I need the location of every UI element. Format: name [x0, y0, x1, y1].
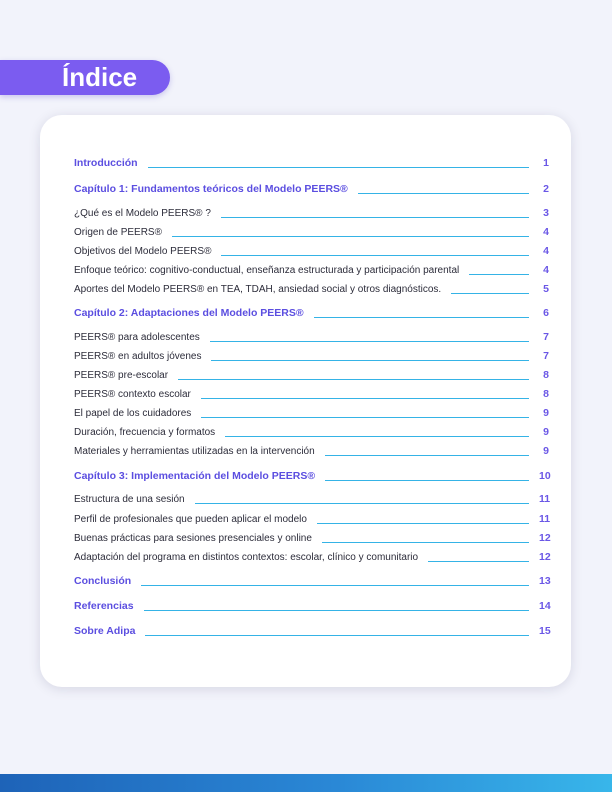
toc-entry-label: Referencias — [74, 600, 134, 612]
toc-entry-label: ¿Qué es el Modelo PEERS® ? — [74, 208, 211, 219]
toc-leader-line — [195, 503, 529, 504]
toc-entry[interactable] — [74, 346, 549, 362]
toc-entry-label: Capítulo 2: Adaptaciones del Modelo PEERS® — [74, 307, 304, 319]
toc-entry[interactable] — [74, 153, 549, 169]
toc-entry-page: 10 — [539, 470, 551, 482]
toc-entry[interactable] — [74, 260, 549, 276]
toc-entry-page: 4 — [543, 245, 549, 257]
toc-entry-page: 4 — [543, 226, 549, 238]
toc-entry[interactable] — [74, 241, 549, 257]
toc-entry[interactable] — [74, 384, 549, 400]
toc-entry-page: 9 — [543, 445, 549, 457]
toc-leader-line — [358, 193, 529, 194]
toc-entry-page: 13 — [539, 575, 551, 587]
toc-entry-page: 1 — [543, 157, 549, 169]
toc-entry[interactable] — [74, 509, 549, 525]
toc-entry[interactable] — [74, 528, 549, 544]
toc-entry-label: PEERS® en adultos jóvenes — [74, 351, 202, 362]
toc-entry-page: 9 — [543, 407, 549, 419]
toc-entry[interactable] — [74, 403, 549, 419]
toc-leader-line — [322, 542, 529, 543]
toc-entry-label: Enfoque teórico: cognitivo-conductual, enseñanza estructurada y participación parental — [74, 265, 460, 276]
toc-entry-page: 15 — [539, 625, 551, 637]
toc-entry-label: Aportes del Modelo PEERS® en TEA, TDAH, ansiedad social y otros diagnósticos. — [74, 284, 442, 295]
toc-entry[interactable] — [74, 327, 549, 343]
toc-entry-page: 12 — [539, 532, 551, 544]
toc-entry-label: PEERS® pre-escolar — [74, 370, 169, 381]
footer-gradient-bar — [0, 774, 612, 792]
toc-leader-line — [148, 167, 529, 168]
toc-entry-page: 4 — [543, 264, 549, 276]
toc-entry[interactable] — [74, 571, 549, 587]
toc-entry[interactable] — [74, 422, 549, 438]
toc-entry[interactable] — [74, 466, 549, 482]
toc-entry-page: 5 — [543, 283, 549, 295]
toc-entry-page: 3 — [543, 207, 549, 219]
toc-entry[interactable] — [74, 279, 549, 295]
toc-entry-page: 6 — [543, 307, 549, 319]
index-title-banner — [0, 60, 170, 95]
toc-entry[interactable] — [74, 489, 549, 505]
toc-entry-label: Capítulo 1: Fundamentos teóricos del Modelo PEERS® — [74, 183, 348, 195]
toc-entry-label: Adaptación del programa en distintos contextos: escolar, clínico y comunitario — [74, 552, 419, 563]
toc-entry-label: Materiales y herramientas utilizadas en la intervención — [74, 446, 315, 457]
toc-entry-label: Perfil de profesionales que pueden aplicar el modelo — [74, 514, 307, 525]
toc-leader-line — [317, 523, 529, 524]
toc-entry-page: 7 — [543, 350, 549, 362]
toc-leader-line — [325, 455, 529, 456]
toc-entry-page: 8 — [543, 388, 549, 400]
toc-leader-line — [469, 274, 529, 275]
toc-leader-line — [172, 236, 529, 237]
toc-entry-label: Capítulo 3: Implementación del Modelo PEERS® — [74, 470, 316, 482]
toc-entry[interactable] — [74, 441, 549, 457]
toc-leader-line — [145, 635, 529, 636]
toc-entry-label: Buenas prácticas para sesiones presenciales y online — [74, 533, 312, 544]
toc-entry-page: 14 — [539, 600, 551, 612]
toc-entry-page: 12 — [539, 551, 551, 563]
toc-leader-line — [221, 217, 529, 218]
toc-leader-line — [141, 585, 529, 586]
toc-leader-line — [325, 480, 529, 481]
toc-entry-label: El papel de los cuidadores — [74, 408, 192, 419]
toc-entry[interactable] — [74, 547, 549, 563]
toc-leader-line — [221, 255, 529, 256]
toc-entry[interactable] — [74, 596, 549, 612]
toc-entry-label: Conclusión — [74, 575, 132, 587]
toc-entry-page: 2 — [543, 183, 549, 195]
toc-entry-page: 9 — [543, 426, 549, 438]
toc-entry-label: Origen de PEERS® — [74, 227, 162, 238]
toc-entry-page: 7 — [543, 331, 549, 343]
toc-leader-line — [201, 417, 529, 418]
toc-leader-line — [178, 379, 529, 380]
toc-entry-page: 8 — [543, 369, 549, 381]
toc-entry[interactable] — [74, 303, 549, 319]
toc-entry-page: 11 — [539, 513, 551, 525]
toc-entry-label: Estructura de una sesión — [74, 494, 185, 505]
toc-leader-line — [428, 561, 529, 562]
toc-entry[interactable] — [74, 621, 549, 637]
toc-entry[interactable] — [74, 222, 549, 238]
toc-card — [40, 115, 571, 687]
toc-leader-line — [144, 610, 529, 611]
toc-entry-page: 11 — [539, 493, 551, 505]
toc-entry-label: Objetivos del Modelo PEERS® — [74, 246, 212, 257]
toc-leader-line — [210, 341, 529, 342]
toc-entry-label: Duración, frecuencia y formatos — [74, 427, 216, 438]
index-title: Índice — [62, 62, 138, 92]
toc-entry-label: Sobre Adipa — [74, 625, 136, 637]
toc-leader-line — [211, 360, 529, 361]
toc-leader-line — [314, 317, 529, 318]
toc-entry[interactable] — [74, 179, 549, 195]
toc-entry-label: PEERS® contexto escolar — [74, 389, 191, 400]
toc-leader-line — [201, 398, 529, 399]
toc-entry-label: PEERS® para adolescentes — [74, 332, 200, 343]
toc-entry[interactable] — [74, 203, 549, 219]
toc-leader-line — [451, 293, 529, 294]
toc-leader-line — [225, 436, 529, 437]
toc-entry-label: Introducción — [74, 157, 138, 169]
toc-entry[interactable] — [74, 365, 549, 381]
